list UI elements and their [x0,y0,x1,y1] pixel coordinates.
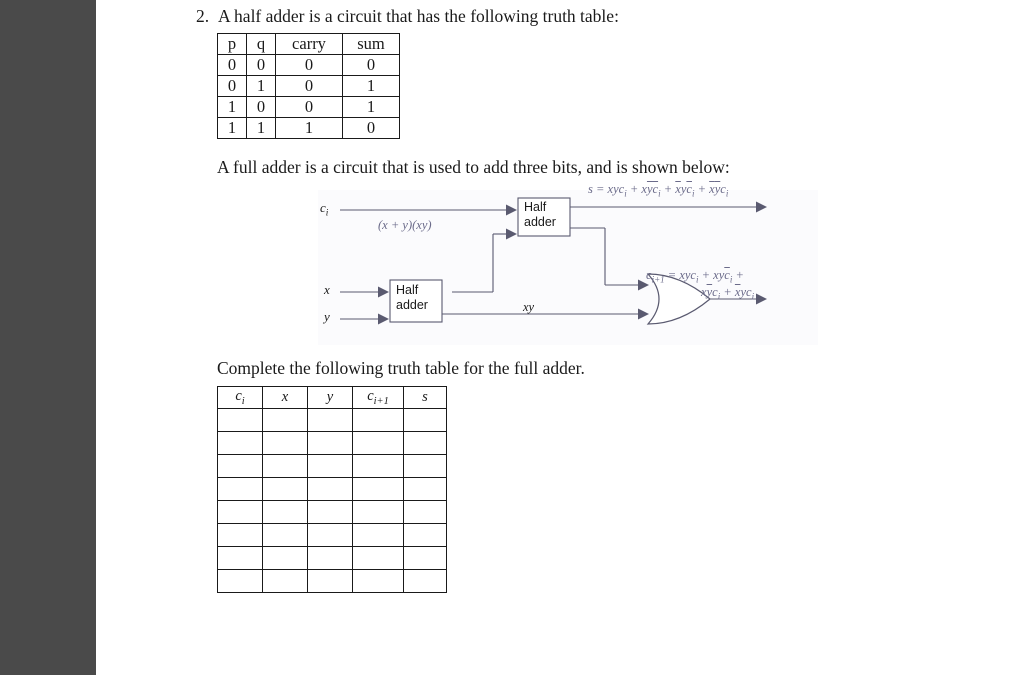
table-cell: 1 [343,76,400,97]
table-cell-empty[interactable] [353,478,404,501]
table-cell-empty[interactable] [308,501,353,524]
table-row[interactable] [218,409,447,432]
table-cell: 0 [276,97,343,118]
table-cell-empty[interactable] [353,570,404,593]
table-cell-empty[interactable] [218,547,263,570]
table-cell-empty[interactable] [218,524,263,547]
table-header-cell: sum [343,34,400,55]
table-cell-empty[interactable] [263,547,308,570]
table-row[interactable] [218,455,447,478]
table-cell: 1 [247,76,276,97]
circuit-svg [318,182,818,347]
input-label-y: y [324,309,330,324]
table-header-cell: q [247,34,276,55]
table-cell-empty[interactable] [353,432,404,455]
table-row[interactable] [218,524,447,547]
table-header-cell-x: x [263,387,308,409]
table-cell-empty[interactable] [308,524,353,547]
table-cell: 0 [276,76,343,97]
carry-expression-line1: $c_{i+1} = xyc_i + xy\overline{c}_i$ + [646,268,744,285]
input-label-x: x [324,282,330,297]
table-header-cell-s: s [404,387,447,409]
full-adder-truth-table[interactable] [217,386,447,593]
half-adder-truth-table [217,33,400,139]
table-cell-empty[interactable] [218,478,263,501]
table-cell: 0 [218,55,247,76]
half-adder-box-upper-label: Half adder [524,200,556,229]
table-cell: 0 [276,55,343,76]
table-cell-empty[interactable] [218,455,263,478]
table-cell-empty[interactable] [218,409,263,432]
complete-table-instruction: Complete the following truth table for the full adder. [217,358,585,378]
table-cell: 1 [276,118,343,139]
half-adder-box-lower-label: Half adder [396,283,428,312]
table-header-cell-y: y [308,387,353,409]
table-row[interactable] [218,478,447,501]
table-cell-empty[interactable] [404,524,447,547]
table-row [218,55,400,76]
table-cell-empty[interactable] [308,432,353,455]
table-row[interactable] [218,570,447,593]
table-cell-empty[interactable] [404,547,447,570]
question-text: A half adder is a circuit that has the following truth table: [218,6,619,26]
table-cell: 0 [343,118,400,139]
left-gutter [0,0,96,675]
table-cell-empty[interactable] [263,570,308,593]
table-cell-empty[interactable] [308,547,353,570]
question-number: 2. [196,6,210,26]
table-cell: 1 [218,97,247,118]
table-cell-empty[interactable] [404,478,447,501]
full-adder-circuit-diagram [318,182,818,347]
table-cell-empty[interactable] [308,455,353,478]
sum-expression: $s = xyc_i + x\overline{y}\overline{c}_i + \overline{x}y\overline{c}_i + \overline{x}\overline{y}c_i$ [588,182,729,199]
table-cell-empty[interactable] [308,409,353,432]
table-header-row [218,387,447,409]
table-row[interactable] [218,432,447,455]
table-cell: 1 [218,118,247,139]
table-cell-empty[interactable] [404,432,447,455]
table-row [218,76,400,97]
table-cell: 0 [247,55,276,76]
table-cell-empty[interactable] [218,501,263,524]
table-cell-empty[interactable] [263,501,308,524]
table-cell-empty[interactable] [353,501,404,524]
table-cell-empty[interactable] [308,570,353,593]
table-cell-empty[interactable] [218,432,263,455]
table-cell-empty[interactable] [353,409,404,432]
table-cell: 0 [218,76,247,97]
table-header-cell-ci: $c_i$ [218,387,263,409]
table-cell-empty[interactable] [263,432,308,455]
table-cell-empty[interactable] [263,478,308,501]
table-row[interactable] [218,501,447,524]
table-cell: 1 [247,118,276,139]
full-adder-intro-text: A full adder is a circuit that is used to add three bits, and is shown below: [217,157,730,177]
input-label-c: $c_i$ [320,200,329,219]
table-row [218,34,400,55]
table-cell-empty[interactable] [353,524,404,547]
table-cell-empty[interactable] [404,455,447,478]
table-row [218,118,400,139]
table-cell-empty[interactable] [263,524,308,547]
table-cell: 0 [343,55,400,76]
document-page [96,0,1010,675]
table-header-cell: p [218,34,247,55]
table-cell: 0 [247,97,276,118]
table-cell: 1 [343,97,400,118]
table-header-cell-ci1: $c_{i+1}$ [353,387,404,409]
table-cell-empty[interactable] [404,409,447,432]
table-row[interactable] [218,547,447,570]
table-cell-empty[interactable] [263,409,308,432]
table-cell-empty[interactable] [218,570,263,593]
table-cell-empty[interactable] [404,501,447,524]
table-cell-empty[interactable] [263,455,308,478]
xy-label: xy [523,300,535,314]
table-cell-empty[interactable] [353,455,404,478]
right-gutter [1010,0,1024,675]
carry-expression-line2: $x\overline{y}c_i + \overline{x}yc_i$ [701,285,755,302]
table-cell-empty[interactable] [404,570,447,593]
table-cell-empty[interactable] [308,478,353,501]
table-cell-empty[interactable] [353,547,404,570]
table-row [218,97,400,118]
table-header-cell: carry [276,34,343,55]
intermediate-expression: (x + y)(xy) [378,218,432,232]
